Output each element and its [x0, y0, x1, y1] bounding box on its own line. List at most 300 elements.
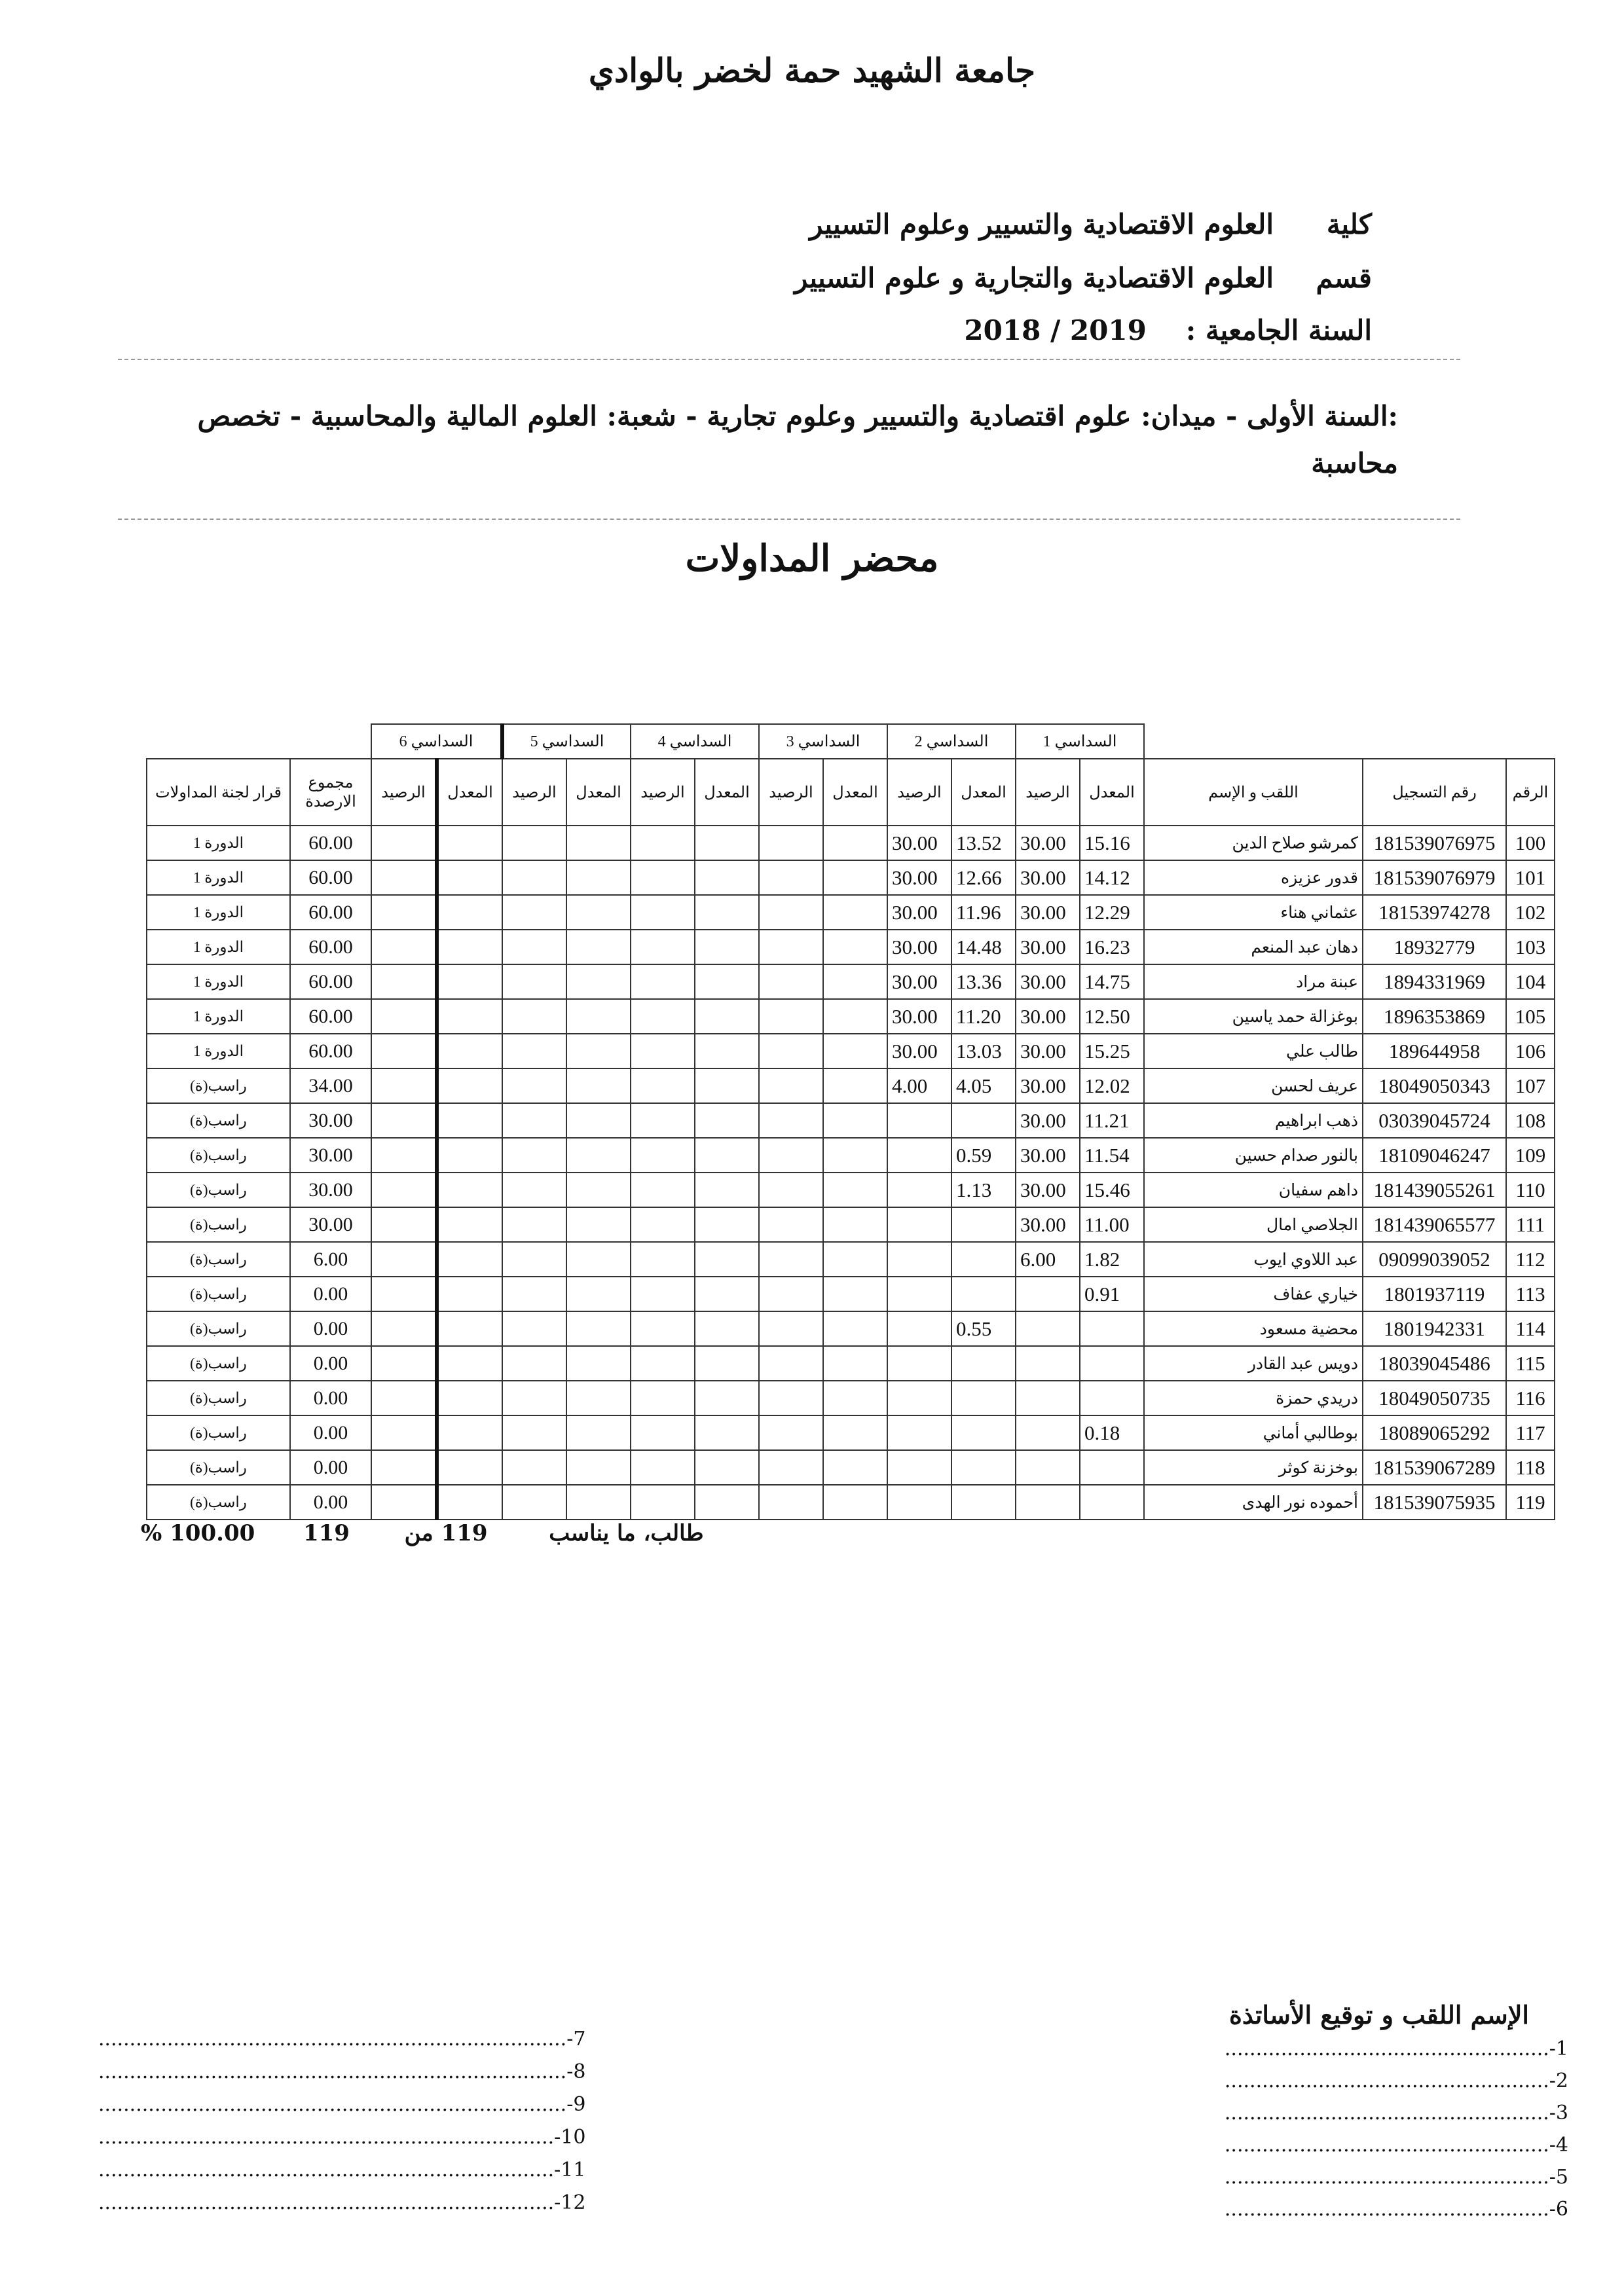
semester-5-credits — [502, 860, 566, 895]
signature-line-12: .........................................................................-12 — [98, 2191, 586, 2214]
semester-2-credits — [887, 1242, 951, 1277]
semester-3-average — [823, 1068, 887, 1103]
semester-1-credits — [1016, 1415, 1080, 1450]
semester-5-credits — [502, 1103, 566, 1138]
semester-5-average — [566, 1485, 631, 1520]
registration-number: 181539067289 — [1363, 1450, 1506, 1485]
row-number: 109 — [1506, 1138, 1555, 1173]
row-number: 102 — [1506, 895, 1555, 930]
divider-top — [118, 359, 1460, 360]
semester-4-credits — [631, 1485, 695, 1520]
semester-3-average — [823, 964, 887, 999]
committee-decision: راسب(ة) — [147, 1311, 290, 1346]
semester-5-credits — [502, 1173, 566, 1207]
university-name: جامعة الشهيد حمة لخضر بالوادي — [588, 51, 1036, 90]
semester-1-average: 11.00 — [1080, 1207, 1144, 1242]
semester-3-average — [823, 1346, 887, 1381]
table-row — [147, 1346, 1555, 1381]
row-number: 113 — [1506, 1277, 1555, 1311]
semester-3-average — [823, 1242, 887, 1277]
student-name: محضية مسعود — [1144, 1311, 1363, 1346]
semester-5-credits — [502, 1381, 566, 1415]
row-number: 101 — [1506, 860, 1555, 895]
semester-6-credits — [371, 1346, 437, 1381]
total-credits: 30.00 — [290, 1103, 371, 1138]
committee-decision: راسب(ة) — [147, 1138, 290, 1173]
semester-2-average — [951, 1207, 1016, 1242]
registration-number: 18932779 — [1363, 930, 1506, 964]
semester-1-average: 14.12 — [1080, 860, 1144, 895]
semester-2-average: 13.52 — [951, 826, 1016, 860]
semester-2-average — [951, 1103, 1016, 1138]
semester-3-credits — [759, 860, 823, 895]
student-name: داهم سفيان — [1144, 1173, 1363, 1207]
total-credits: 60.00 — [290, 964, 371, 999]
semester-6-credits — [371, 1242, 437, 1277]
student-name: بوخزنة كوثر — [1144, 1450, 1363, 1485]
total-credits: 0.00 — [290, 1346, 371, 1381]
signature-line-5: ....................................................-5 — [1224, 2166, 1568, 2189]
student-name: بالنور صدام حسين — [1144, 1138, 1363, 1173]
semester-1-credits — [1016, 1277, 1080, 1311]
semester-4-average — [695, 999, 759, 1034]
semester-6-average — [437, 999, 502, 1034]
semester-2-average — [951, 1415, 1016, 1450]
table-row — [147, 1311, 1555, 1346]
row-number: 112 — [1506, 1242, 1555, 1277]
semester-3-credits — [759, 1346, 823, 1381]
committee-decision: الدورة 1 — [147, 930, 290, 964]
total-credits: 60.00 — [290, 895, 371, 930]
faculty-value: العلوم الاقتصادية والتسيير وعلوم التسيير — [809, 208, 1274, 240]
registration-number: 18109046247 — [1363, 1138, 1506, 1173]
student-name: دهان عبد المنعم — [1144, 930, 1363, 964]
semester-3-average — [823, 1450, 887, 1485]
semester-6-average — [437, 1346, 502, 1381]
semester-6-average — [437, 1485, 502, 1520]
semester-3-average — [823, 1485, 887, 1520]
row-number: 114 — [1506, 1311, 1555, 1346]
semester-6-average — [437, 1381, 502, 1415]
semester-3-credits — [759, 1277, 823, 1311]
semester-6-average — [437, 1138, 502, 1173]
total-credits: 60.00 — [290, 860, 371, 895]
committee-decision: الدورة 1 — [147, 895, 290, 930]
semester-5-credits — [502, 1242, 566, 1277]
row-number: 119 — [1506, 1485, 1555, 1520]
semester-4-credits — [631, 1381, 695, 1415]
table-row — [147, 1415, 1555, 1450]
semester-1-credits: 30.00 — [1016, 860, 1080, 895]
semester-6-credits — [371, 1103, 437, 1138]
semester-2-credits — [887, 1277, 951, 1311]
semester-1-credits: 30.00 — [1016, 1103, 1080, 1138]
student-name: عبد اللاوي ايوب — [1144, 1242, 1363, 1277]
semester-5-credits — [502, 1034, 566, 1068]
semester-4-credits — [631, 1242, 695, 1277]
semester-1-average — [1080, 1450, 1144, 1485]
student-name: عثماني هناء — [1144, 895, 1363, 930]
semester-5-credits — [502, 1277, 566, 1311]
semester-3-average — [823, 930, 887, 964]
semester-4-average — [695, 1103, 759, 1138]
faculty-label: كلية — [1326, 208, 1372, 240]
total-credits: 0.00 — [290, 1485, 371, 1520]
semester-6-credits — [371, 1068, 437, 1103]
student-name: الجلاصي امال — [1144, 1207, 1363, 1242]
signature-line-4: ....................................................-4 — [1224, 2134, 1568, 2157]
table-row — [147, 1068, 1555, 1103]
semester-1-average — [1080, 1485, 1144, 1520]
semester-4-credits — [631, 1103, 695, 1138]
col-number-header: الرقم — [1506, 759, 1555, 826]
semester-2-credits — [887, 1485, 951, 1520]
total-credits: 30.00 — [290, 1138, 371, 1173]
col-average-header: المعدل — [566, 759, 631, 826]
semester-5-header: السداسي 5 — [502, 724, 631, 759]
semester-5-average — [566, 1415, 631, 1450]
semester-3-credits — [759, 930, 823, 964]
semester-3-credits — [759, 1450, 823, 1485]
semester-2-credits — [887, 1381, 951, 1415]
total-credits: 0.00 — [290, 1311, 371, 1346]
semester-2-credits — [887, 1346, 951, 1381]
row-number: 103 — [1506, 930, 1555, 964]
semester-2-credits — [887, 1207, 951, 1242]
semester-5-credits — [502, 930, 566, 964]
department-label: قسم — [1316, 262, 1372, 294]
committee-decision: راسب(ة) — [147, 1485, 290, 1520]
semester-2-average: 13.36 — [951, 964, 1016, 999]
table-row — [147, 1034, 1555, 1068]
department-line — [794, 262, 1372, 294]
signature-line-9: ...........................................................................-9 — [98, 2093, 586, 2116]
table-row — [147, 826, 1555, 860]
semester-1-average: 15.46 — [1080, 1173, 1144, 1207]
registration-number: 1801942331 — [1363, 1311, 1506, 1346]
semester-1-average: 1.82 — [1080, 1242, 1144, 1277]
signature-line-6: ....................................................-6 — [1224, 2198, 1568, 2221]
semester-1-average: 11.21 — [1080, 1103, 1144, 1138]
signature-line-8: ...........................................................................-8 — [98, 2060, 586, 2083]
semester-3-credits — [759, 1242, 823, 1277]
semester-2-credits — [887, 1450, 951, 1485]
signature-line-2: ....................................................-2 — [1224, 2069, 1568, 2092]
semester-3-average — [823, 1173, 887, 1207]
registration-number: 18049050343 — [1363, 1068, 1506, 1103]
table-row — [147, 930, 1555, 964]
semester-5-average — [566, 1103, 631, 1138]
semester-6-average — [437, 1207, 502, 1242]
col-total-header: مجموع الارصدة — [290, 759, 371, 826]
semester-6-credits — [371, 860, 437, 895]
student-name: خياري عفاف — [1144, 1277, 1363, 1311]
table-row — [147, 860, 1555, 895]
col-credits-header: الرصيد — [759, 759, 823, 826]
semester-5-average — [566, 1277, 631, 1311]
row-number: 116 — [1506, 1381, 1555, 1415]
semester-6-average — [437, 1311, 502, 1346]
registration-number: 1896353869 — [1363, 999, 1506, 1034]
semester-2-credits: 4.00 — [887, 1068, 951, 1103]
row-number: 117 — [1506, 1415, 1555, 1450]
table-row — [147, 1485, 1555, 1520]
summary-count: 119 — [303, 1520, 350, 1546]
semester-1-average: 12.29 — [1080, 895, 1144, 930]
committee-decision: الدورة 1 — [147, 964, 290, 999]
col-registration-header: رقم التسجيل — [1363, 759, 1506, 826]
semester-4-credits — [631, 930, 695, 964]
student-name: طالب علي — [1144, 1034, 1363, 1068]
registration-number: 181539075935 — [1363, 1485, 1506, 1520]
student-name: بوغزالة حمد ياسين — [1144, 999, 1363, 1034]
table-row — [147, 1277, 1555, 1311]
committee-decision: راسب(ة) — [147, 1068, 290, 1103]
semester-3-average — [823, 999, 887, 1034]
signature-line-7: ...........................................................................-7 — [98, 2028, 586, 2050]
semester-1-average — [1080, 1381, 1144, 1415]
col-decision-header: قرار لجنة المداولات — [147, 759, 290, 826]
col-credits-header: الرصيد — [631, 759, 695, 826]
semester-3-average — [823, 1277, 887, 1311]
col-average-header: المعدل — [1080, 759, 1144, 826]
semester-2-average: 0.55 — [951, 1311, 1016, 1346]
semester-2-average: 13.03 — [951, 1034, 1016, 1068]
semester-1-average: 12.02 — [1080, 1068, 1144, 1103]
semester-6-average — [437, 964, 502, 999]
semester-3-credits — [759, 1034, 823, 1068]
semester-2-credits: 30.00 — [887, 999, 951, 1034]
student-name: عريف لحسن — [1144, 1068, 1363, 1103]
semester-1-credits: 30.00 — [1016, 1207, 1080, 1242]
semester-2-credits: 30.00 — [887, 1034, 951, 1068]
department-value: العلوم الاقتصادية والتجارية و علوم التسيير — [794, 262, 1274, 294]
summary-percent: % 100.00 — [141, 1520, 255, 1546]
semester-4-credits — [631, 999, 695, 1034]
semester-1-average: 12.50 — [1080, 999, 1144, 1034]
semester-1-credits — [1016, 1346, 1080, 1381]
semester-3-average — [823, 895, 887, 930]
table-row — [147, 1207, 1555, 1242]
semester-4-credits — [631, 1311, 695, 1346]
semester-5-credits — [502, 1450, 566, 1485]
semester-3-average — [823, 1415, 887, 1450]
semester-2-average — [951, 1277, 1016, 1311]
registration-number: 18049050735 — [1363, 1381, 1506, 1415]
semester-6-average — [437, 1068, 502, 1103]
col-average-header: المعدل — [695, 759, 759, 826]
semester-2-credits: 30.00 — [887, 930, 951, 964]
semester-1-credits — [1016, 1485, 1080, 1520]
committee-decision: راسب(ة) — [147, 1346, 290, 1381]
semester-6-credits — [371, 1415, 437, 1450]
semester-3-average — [823, 1207, 887, 1242]
semester-6-credits — [371, 964, 437, 999]
total-credits: 0.00 — [290, 1450, 371, 1485]
semester-1-credits: 6.00 — [1016, 1242, 1080, 1277]
semester-1-credits — [1016, 1311, 1080, 1346]
student-name: قدور عزيزه — [1144, 860, 1363, 895]
semester-1-credits: 30.00 — [1016, 1138, 1080, 1173]
total-credits: 0.00 — [290, 1415, 371, 1450]
table-row — [147, 1450, 1555, 1485]
semester-3-credits — [759, 1173, 823, 1207]
student-name: بوطالبي أماني — [1144, 1415, 1363, 1450]
semester-4-average — [695, 1311, 759, 1346]
document-title: محضر المداولات — [685, 537, 939, 580]
semester-4-credits — [631, 1450, 695, 1485]
semester-4-average — [695, 964, 759, 999]
semester-3-credits — [759, 1207, 823, 1242]
signature-line-1: ....................................................-1 — [1224, 2037, 1568, 2060]
year-label: السنة الجامعية : — [1185, 314, 1372, 346]
semester-4-average — [695, 1242, 759, 1277]
table-row — [147, 1138, 1555, 1173]
semester-1-average: 15.16 — [1080, 826, 1144, 860]
registration-number: 189644958 — [1363, 1034, 1506, 1068]
semester-1-credits: 30.00 — [1016, 964, 1080, 999]
semester-2-credits — [887, 1415, 951, 1450]
total-credits: 0.00 — [290, 1277, 371, 1311]
semester-4-average — [695, 895, 759, 930]
semester-3-credits — [759, 1311, 823, 1346]
semester-4-credits — [631, 1068, 695, 1103]
semester-6-credits — [371, 999, 437, 1034]
semester-5-credits — [502, 826, 566, 860]
registration-number: 1894331969 — [1363, 964, 1506, 999]
total-credits: 60.00 — [290, 826, 371, 860]
semester-5-average — [566, 1242, 631, 1277]
semester-5-average — [566, 1068, 631, 1103]
semester-6-average — [437, 860, 502, 895]
semester-4-credits — [631, 1277, 695, 1311]
semester-4-credits — [631, 860, 695, 895]
table-row — [147, 1173, 1555, 1207]
committee-decision: الدورة 1 — [147, 1034, 290, 1068]
semester-2-average: 14.48 — [951, 930, 1016, 964]
semester-4-credits — [631, 1346, 695, 1381]
row-number: 105 — [1506, 999, 1555, 1034]
semester-4-average — [695, 1346, 759, 1381]
semester-6-credits — [371, 930, 437, 964]
semester-5-average — [566, 1450, 631, 1485]
student-name: دويس عبد القادر — [1144, 1346, 1363, 1381]
semester-2-average — [951, 1381, 1016, 1415]
signature-line-10: .........................................................................-10 — [98, 2126, 586, 2149]
semester-5-credits — [502, 1346, 566, 1381]
semester-4-average — [695, 1381, 759, 1415]
student-name: أحموده نور الهدى — [1144, 1485, 1363, 1520]
col-credits-header: الرصيد — [1016, 759, 1080, 826]
semester-5-average — [566, 1346, 631, 1381]
semester-3-credits — [759, 895, 823, 930]
row-number: 118 — [1506, 1450, 1555, 1485]
summary-of-label: من — [404, 1520, 434, 1546]
student-name: ذهب ابراهيم — [1144, 1103, 1363, 1138]
registration-number: 1801937119 — [1363, 1277, 1506, 1311]
registration-number: 181439055261 — [1363, 1173, 1506, 1207]
semester-4-credits — [631, 1173, 695, 1207]
semester-3-average — [823, 860, 887, 895]
semester-2-average: 12.66 — [951, 860, 1016, 895]
semester-1-average — [1080, 1311, 1144, 1346]
row-number: 111 — [1506, 1207, 1555, 1242]
semester-3-average — [823, 1034, 887, 1068]
semester-1-credits: 30.00 — [1016, 1034, 1080, 1068]
semester-6-average — [437, 895, 502, 930]
semester-5-average — [566, 826, 631, 860]
committee-decision: راسب(ة) — [147, 1207, 290, 1242]
semester-2-credits: 30.00 — [887, 964, 951, 999]
semester-5-credits — [502, 1207, 566, 1242]
semester-2-credits — [887, 1173, 951, 1207]
divider-bottom — [118, 519, 1460, 520]
col-name-header: اللقب و الإسم — [1144, 759, 1363, 826]
semester-6-average — [437, 1242, 502, 1277]
committee-decision: الدورة 1 — [147, 826, 290, 860]
semester-3-credits — [759, 964, 823, 999]
semester-5-credits — [502, 964, 566, 999]
semester-1-average: 15.25 — [1080, 1034, 1144, 1068]
semester-5-average — [566, 1173, 631, 1207]
semester-1-credits: 30.00 — [1016, 930, 1080, 964]
col-average-header: المعدل — [951, 759, 1016, 826]
registration-number: 18153974278 — [1363, 895, 1506, 930]
semester-1-average: 11.54 — [1080, 1138, 1144, 1173]
committee-decision: الدورة 1 — [147, 860, 290, 895]
col-average-header: المعدل — [437, 759, 502, 826]
semester-2-credits — [887, 1138, 951, 1173]
semester-6-average — [437, 826, 502, 860]
semester-5-average — [566, 1138, 631, 1173]
student-name: دريدي حمزة — [1144, 1381, 1363, 1415]
col-credits-header: الرصيد — [887, 759, 951, 826]
semester-6-credits — [371, 1381, 437, 1415]
semester-4-average — [695, 1034, 759, 1068]
student-name: كمرشو صلاح الدين — [1144, 826, 1363, 860]
semester-5-average — [566, 999, 631, 1034]
semester-1-credits — [1016, 1450, 1080, 1485]
semester-6-credits — [371, 1311, 437, 1346]
summary-of-count: 119 — [441, 1520, 488, 1546]
semester-5-credits — [502, 1068, 566, 1103]
semester-4-average — [695, 826, 759, 860]
table-row — [147, 964, 1555, 999]
semester-4-credits — [631, 1415, 695, 1450]
registration-number: 03039045724 — [1363, 1103, 1506, 1138]
committee-decision: راسب(ة) — [147, 1415, 290, 1450]
signatures-title: الإسم اللقب و توقيع الأساتذة — [1228, 2000, 1529, 2030]
semester-4-credits — [631, 1138, 695, 1173]
specialty-line: :السنة الأولى - ميدان: علوم اقتصادية والتسيير وعلوم تجارية - شعبة: العلوم المالية والمحاسبية - تخصص محاسبة — [197, 400, 1398, 479]
semester-6-header: السداسي 6 — [371, 724, 502, 759]
semester-2-credits: 30.00 — [887, 826, 951, 860]
semester-3-credits — [759, 1068, 823, 1103]
semester-1-credits: 30.00 — [1016, 826, 1080, 860]
faculty-line — [809, 208, 1372, 240]
total-credits: 30.00 — [290, 1207, 371, 1242]
semester-2-average — [951, 1450, 1016, 1485]
semester-2-average — [951, 1485, 1016, 1520]
column-header-row — [147, 759, 1555, 826]
semester-5-average — [566, 1034, 631, 1068]
total-credits: 6.00 — [290, 1242, 371, 1277]
semester-6-credits — [371, 1450, 437, 1485]
semester-4-credits — [631, 964, 695, 999]
semester-4-credits — [631, 895, 695, 930]
total-credits: 0.00 — [290, 1381, 371, 1415]
total-credits: 60.00 — [290, 930, 371, 964]
